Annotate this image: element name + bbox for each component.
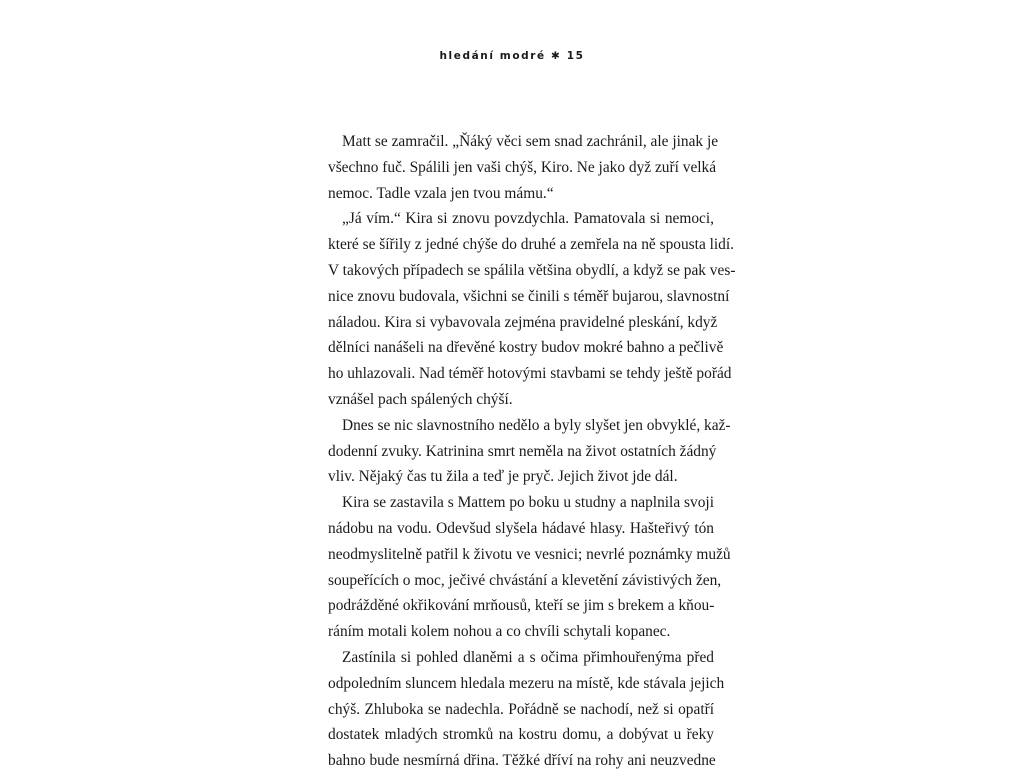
body-text [328,129,736,774]
text-line: Kira se zastavila s Mattem po boku u studny a naplnila svoji [342,494,714,512]
paragraph [328,206,736,412]
text-line: náladou. Kira si vybavovala zejména pravidelné pleskání, když [328,313,718,331]
paragraph [328,129,719,206]
text-line: odpoledním sluncem hledala mezeru na místě, kde stávala jejich [328,674,725,692]
paragraph [328,490,731,645]
text-line: V takových případech se spálila většina obydlí, a když se pak ves- [328,261,736,279]
text-line: vliv. Nějaký čas tu žila a teď je pryč. Jejich život jde dál. [328,468,678,486]
running-head: hledání modré ✱ 15 [439,50,585,62]
text-line: vznášel pach spálených chýší. [328,390,513,408]
text-line: neodmyslitelně patřil k životu ve vesnici; nevrlé poznámky mužů [328,545,731,563]
text-line: ráním motali kolem nohou a co chvíli schytali kopanec. [328,623,671,641]
text-line: ho uhlazovali. Nad téměř hotovými stavbami se tehdy ještě pořád [328,365,732,383]
text-line: všechno fuč. Spálili jen vaši chýš, Kiro. Ne jako dyž zuří velká [328,158,717,176]
text-line: soupeřících o moc, ječivé chvástání a klevetění závistivých žen, [328,571,722,589]
text-line: dostatek mladých stromků na kostru domu, a dobývat u řeky [328,726,714,744]
text-line: nice znovu budovala, všichni se činili s téměř bujarou, slavnostní [328,287,730,305]
text-line: Dnes se nic slavnostního nedělo a byly slyšet jen obvyklé, kaž- [342,416,731,434]
text-line: „Já vím.“ Kira si znovu povzdychla. Pamatovala si nemoci, [342,210,714,228]
paragraph [328,413,731,490]
text-line: bahno bude nesmírná dřina. Těžké dříví na rohy ani neuzvedne [328,752,716,770]
text-line: Zastínila si pohled dlaněmi a s očima přimhouřenýma před [342,648,714,666]
text-line: dělníci nanášeli na dřevěné kostry budov mokré bahno a pečlivě [328,339,724,357]
text-line: které se šířily z jedné chýše do druhé a zemřela na ně spousta lidí. [328,236,734,254]
text-line: nádobu na vodu. Odevšud slyšela hádavé hlasy. Hašteřivý tón [328,519,714,537]
text-line: chýš. Zhluboka se nadechla. Pořádně se nachodí, než si opatří [328,700,714,718]
text-line: podrážděné okřikování mrňousů, kteří se jim s brekem a kňou- [328,597,715,615]
text-line: nemoc. Tadle vzala jen tvou mámu.“ [328,184,554,202]
text-line: Matt se zamračil. „Ňáký věci sem snad zachránil, ale jinak je [342,133,719,150]
paragraph [328,645,725,774]
text-line: dodenní zvuky. Katrinina smrt neměla na život ostatních žádný [328,442,717,460]
